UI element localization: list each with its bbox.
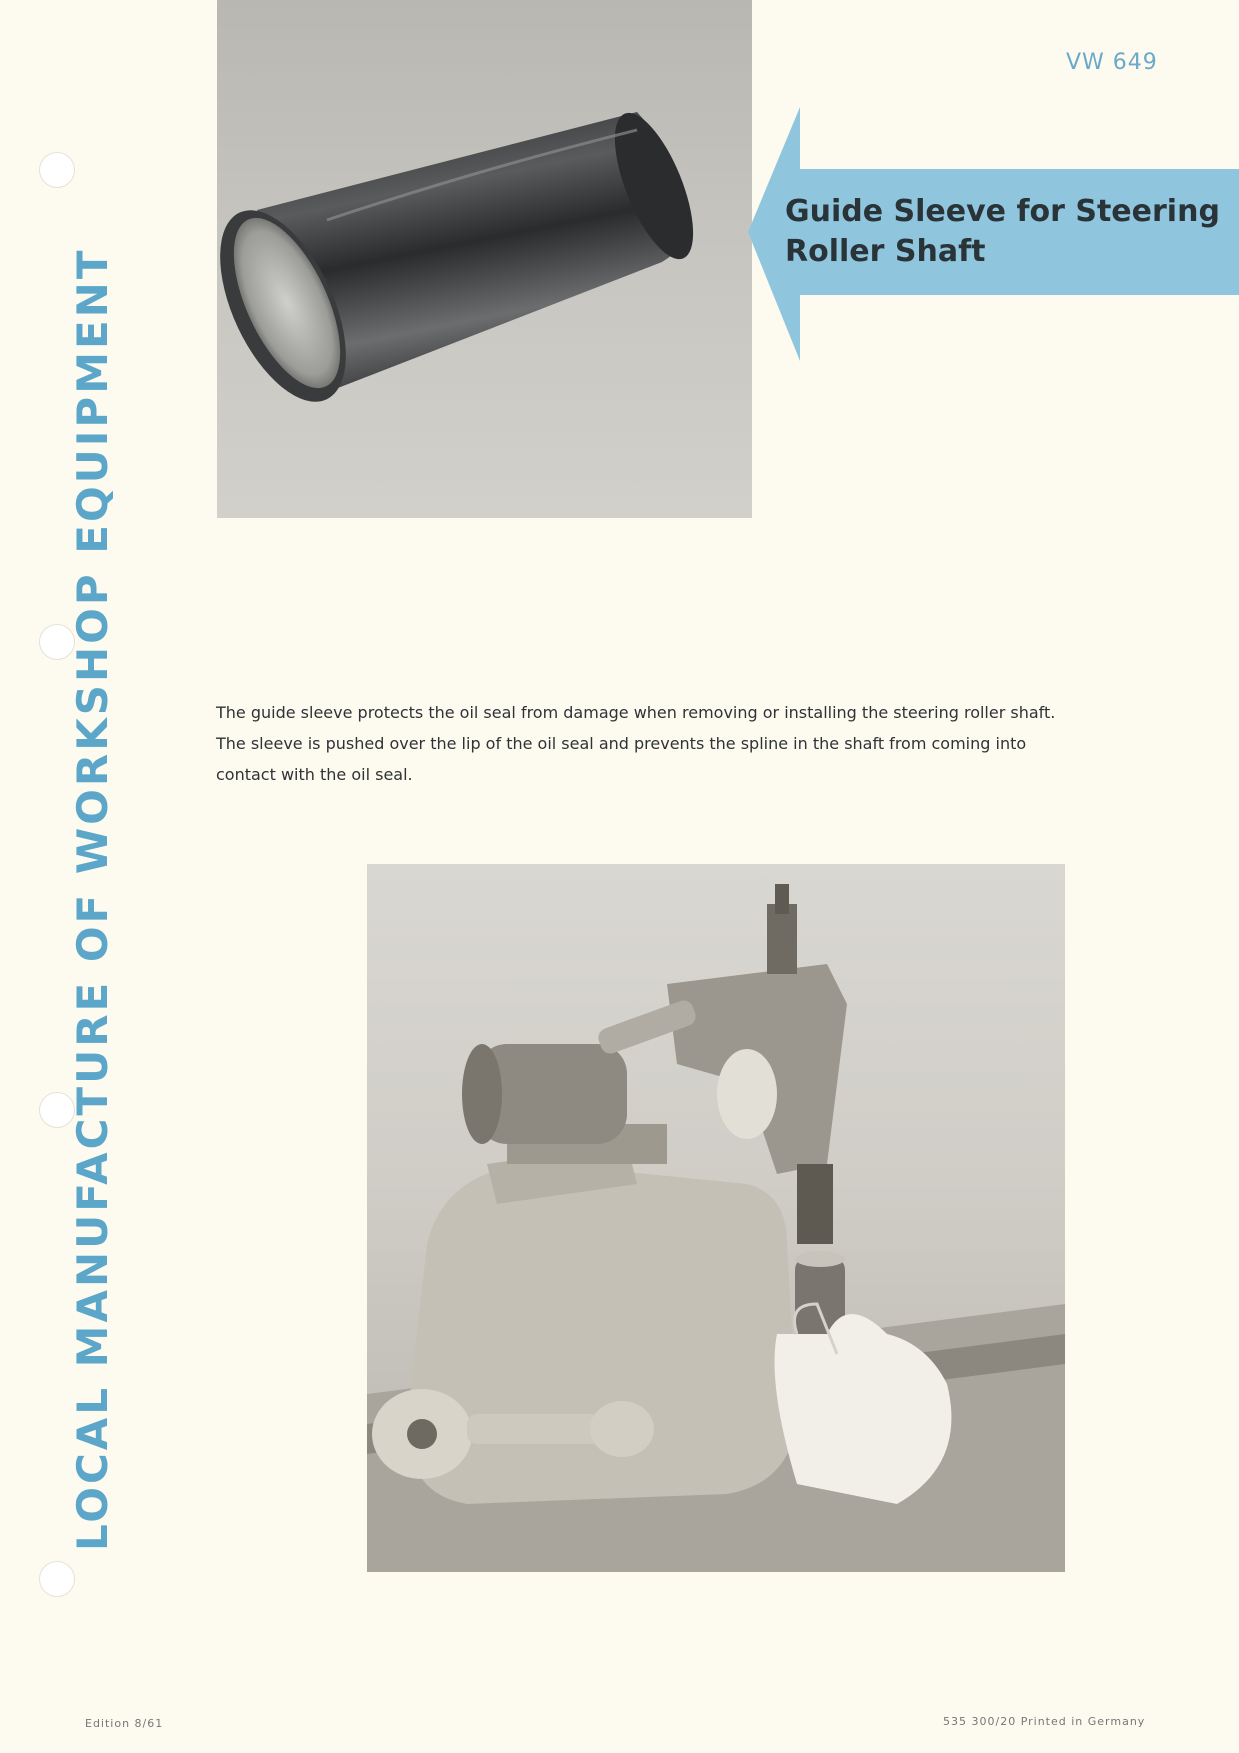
binder-hole <box>39 152 75 188</box>
description-line-2: The sleeve is pushed over the lip of the oil seal and prevents the spline in the shaft from coming into <box>216 734 1027 753</box>
description-line-3: contact with the oil seal. <box>216 765 413 784</box>
document-number: VW 649 <box>1066 50 1158 75</box>
edition-label: Edition 8/61 <box>85 1717 164 1730</box>
steering-gear-photo <box>367 864 1065 1572</box>
title-line-2: Roller Shaft <box>785 234 986 269</box>
page-title <box>785 192 1225 272</box>
guide-sleeve-illustration <box>217 0 752 518</box>
title-line-1: Guide Sleeve for Steering <box>785 194 1220 229</box>
description-line-1: The guide sleeve protects the oil seal from damage when removing or installing the steering roller shaft. <box>216 703 1056 722</box>
description-text <box>216 697 1071 790</box>
side-title: LOCAL MANUFACTURE OF WORKSHOP EQUIPMENT <box>68 247 117 1551</box>
steering-gear-in-vise-illustration <box>367 864 1065 1572</box>
print-info: 535 300/20 Printed in Germany <box>943 1715 1146 1728</box>
binder-hole <box>39 1561 75 1597</box>
guide-sleeve-photo <box>217 0 752 518</box>
